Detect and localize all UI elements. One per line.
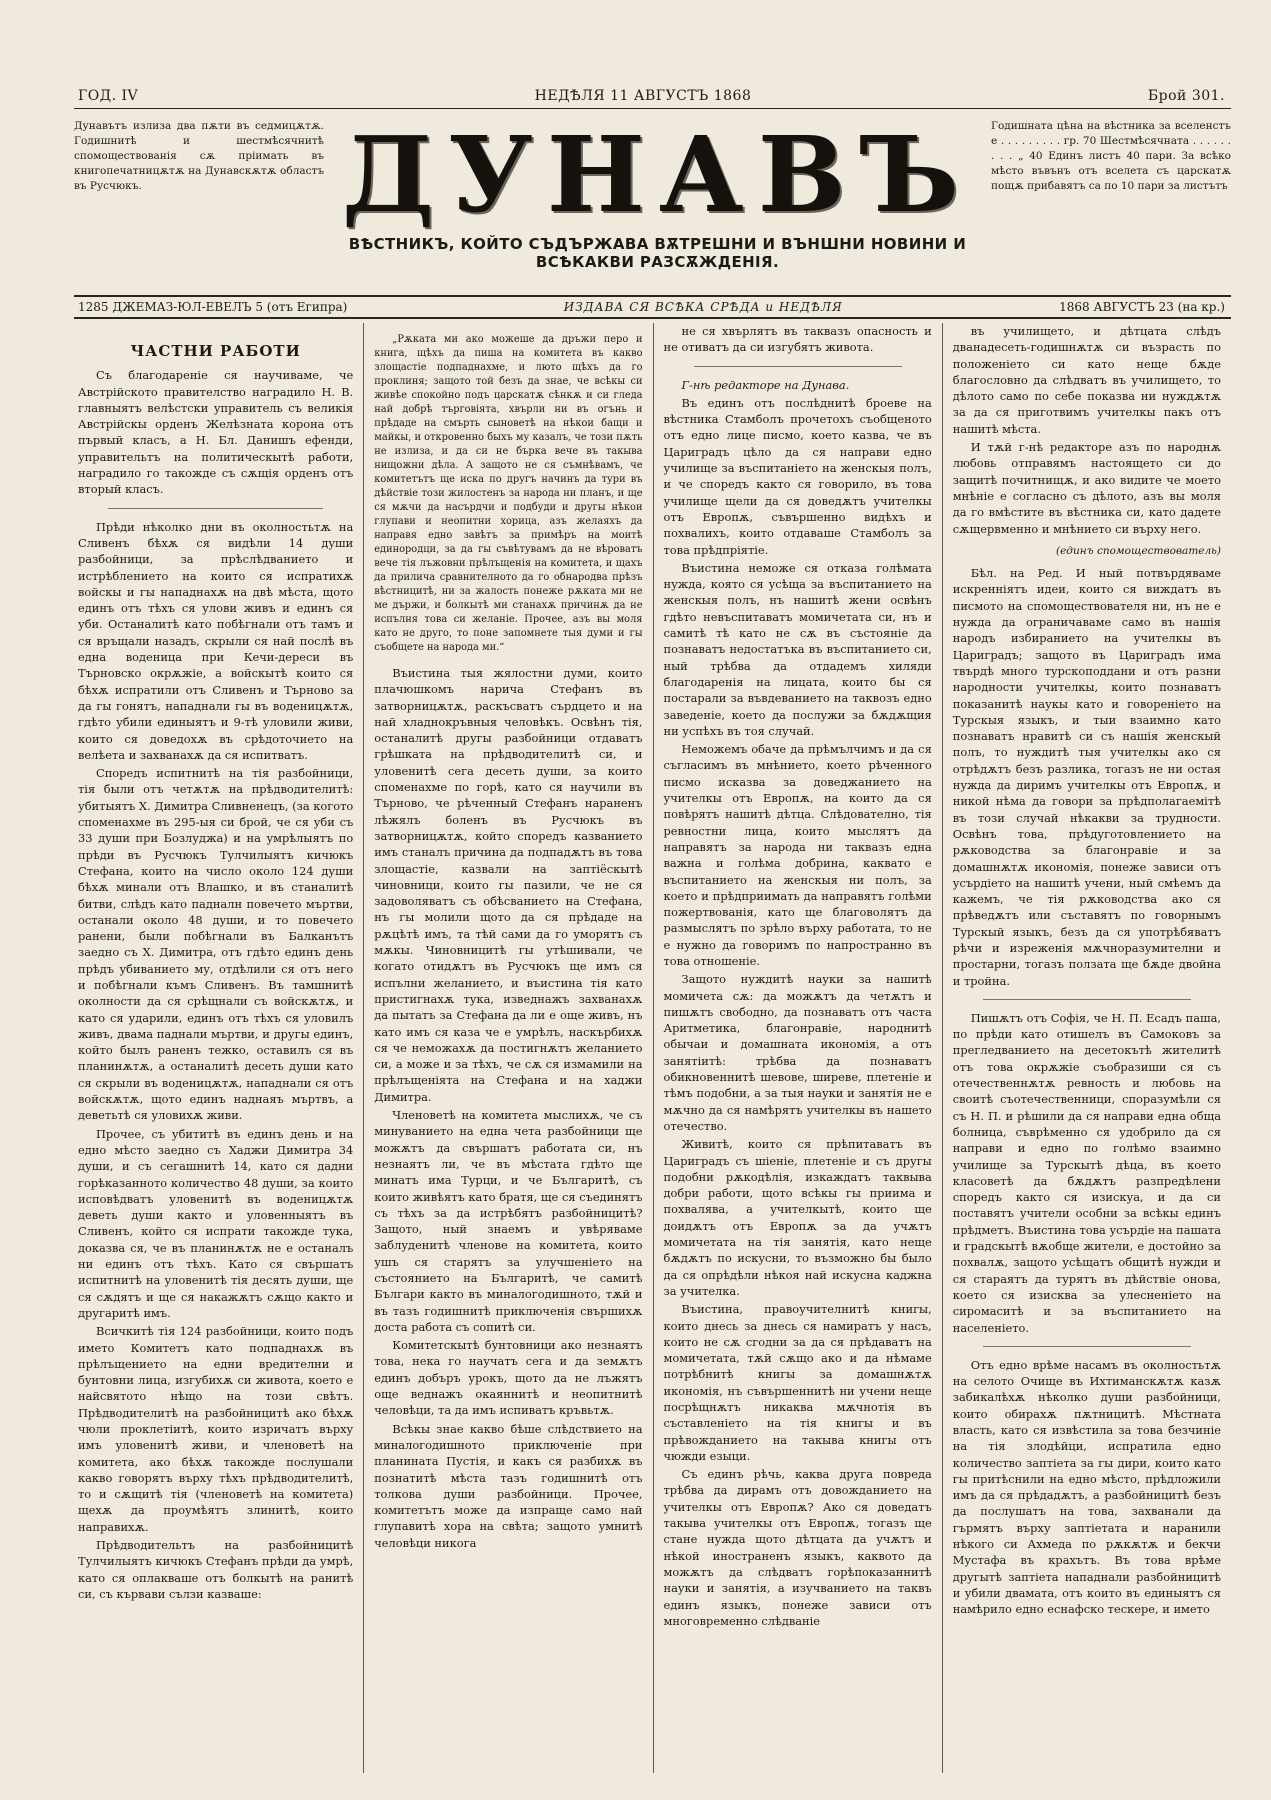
column-3 — [653, 323, 942, 1773]
dateline-gregorian: 1868 АВГУСТЪ 23 (на кр.) — [1059, 300, 1225, 314]
paragraph: Прочее, съ убититѣ въ единъ день и на едно мѣсто заедно съ Хаджи Димитра 34 души, и съ сегашнитѣ 14, като ся дадни горѣказанното количество 48 души, за които исповѣдватъ уловенитѣ въ воденицѫтѫ деветь души както и уловенныятъ въ Сливенъ, който ся испрати такожде тука, доказва ся, че въ планинѫтѫ не е останалъ ни единъ отъ тѣхъ. Като ся свършатъ испитнитѣ на уловенитѣ тія десять души, ще ся сѫдятъ и ще ся накажѫтъ сѫщо както и другаритѣ имъ. — [78, 1126, 354, 1320]
paragraph: Въистина, правоучителнитѣ книгы, които днесь за днесь ся намиратъ у насъ, които не сѫ сгодни за да ся прѣдаватъ на момичетата, тѫй сѫщо ако и да нѣмаме потрѣбнитѣ книгы за домашнѫтѫ икономія, нъ съвършеннитѣ ни учени неще посрѣщнѫтъ никаква мѫчнотія въ съставленiето на тія книгы и въ прѣвожданието на такыва книгы отъ чюжди езыци. — [663, 1302, 932, 1463]
paragraph: И тѫй г-нѣ редакторе азъ по народнѫ любовь отправямъ настоящето си до защитѣ почитнищѫ, и ако видите че моето мнѣніе е согласно съ дѣлото, азъ вы моля да го вмѣстите въ вѣстника си, като дадете сѫщервменно и мнѣнието си върху него. — [952, 440, 1221, 536]
masthead-left-note: Дунавътъ излиза два пѫти въ седмицѫтѫ. Годишнитѣ и шестмѣсячнитѣ спомоществованія сѫ прiимать въ книгопечатницѫтѫ на Дунавскѫтѫ областъ въ Русчюкъ. — [74, 120, 324, 192]
column-1 — [74, 323, 363, 1773]
paragraph: Пишѫтъ отъ Софія, че Н. П. Есадъ паша, по прѣди като отишелъ въ Самоковъ за прегледванието на десетокътѣ жителитѣ отъ това окрѫжіе съобразиши ся съ отечественнѫтѫ ревность и любовь на своитѣ съотечественници, споразумѣли ся съ Н. П. и рѣшили да ся направи една обща болница, съврѣменно ся удобрило да ся направи и едно по голѣмо взаимно училище за Турскытѣ дѣца, въ което класоветѣ да бѫдѫтъ разпредѣлени споредъ както ся изискуа, и да си поставятъ учители особни за всѣкы единъ прѣдметъ. Въистина това усърдіе на пашата и градскытѣ вѫобще жители, е достойно за похвалѫ, защото усѣщатъ общитѣ нужди и ся стараятъ да турятъ въ дѣйствіе онова, което ся изисква за улесненiето на сиромаситѣ и за въспитанието на населенiето. — [952, 1010, 1221, 1335]
paragraph: Въистина неможе ся отказа голѣмата нужда, която ся усѣща за въспитанието на женскыя полъ, нъ нашитѣ жени освѣнъ гдѣто невъспитаватъ момичетата си, нъ и самитѣ тѣ като не сѫ въ състояніе да познаватъ недостатъка въ въспитанието си, ный трѣбва да отдадемъ хиляди благодаренія на лицата, които бы ся постарали за въвдеванието на таквозъ едно заведеніе, което да послужи за бѫдѫщия ни успѣхъ въ тоя случай. — [663, 560, 932, 738]
paragraph: Неможемъ обаче да прѣмълчимъ и да ся съгласимъ въ мнѣнието, което рѣченного писмо исказва за доведжанието на учителкы отъ Европѫ, на които да ся повѣрятъ нашитѣ дѣтца. Слѣдователно, тія ревностни лица, които мыслятъ да направятъ за народа ни таквазъ една важна и голѣма добрина, каквато е въспитанието на женскыя ни полъ, за което и прѣдприимать да направятъ голѣми пожертвованія, като ще благоволятъ да размыслятъ по зрѣло върху работата, то не е нужно да говоримъ по напространно въ това отношеніе. — [663, 742, 932, 968]
paragraph: Прѣдводительтъ на разбойницитѣ Тулчилыятъ кичюкъ Стефанъ прѣди да умрѣ, като ся оплакваше отъ болкытѣ на ранитѣ си, съ кървави сълзи казваше: — [78, 1538, 354, 1601]
paragraph: Въистина тыя жялостни думи, които плачюшкомъ нарича Стефанъ въ затворницѫтѫ, раскъсватъ сърдцето и на най хладнокръвныя человѣкъ. Освѣнъ тія, останалитѣ другы разбойници отдаватъ грѣшката на прѣдводителитѣ си, и уловенитѣ сега десеть души, за които споменахме по горѣ, като ся научили въ Търново, че рѣченный Стефанъ нараненъ лѣжялъ боленъ въ Русчюкъ въ затворницѫтѫ, който споредъ казванието имъ станалъ причина да подпадѫтъ въ това злощастіе, казвали на заптіёскытѣ чиновници, които гы пазили, че не ся задоволяватъ съ обѣсванието на Стефана, нъ гы молили щото да ся прѣдаде на рѫцѣтѣ имъ, та тѣй сами да го уморятъ съ мѫкы. Чиновницитѣ гы утѣшивали, че когато отидѫтъ въ Русчюкъ ще имъ ся испълни желанието, и въистина тія като пристигнахѫ тука, изведнажъ захванахѫ да пытатъ за Стефана да ли е още живъ, нъ като имъ ся каза че е умрѣлъ, наскърбихѫ ся че неможахѫ да постигнѫтъ желанието си, а може и за тѣхъ, че сѫ ся измамили на прѣлъщенiята на Стефана и на хаджи Димитра. — [374, 666, 643, 1104]
paragraph: Всѣкы знае какво бѣше слѣдствието на миналогодишното приключеніе при планината Пустiя, и какъ ся разбихѫ въ познатитѣ мѣста тазъ годишнитѣ отъ толкова души разбойници. Прочее, комитетътъ може да изпраще само най глупавитѣ хора на свѣта; защото умнитѣ человѣци никога — [374, 1421, 643, 1550]
letter-signature: (единъ спомоществователь) — [1055, 544, 1221, 557]
dateline-frequency: ИЗДАВА СЯ ВСѢКА СРѢДА и НЕДѢЛЯ — [563, 300, 843, 314]
paragraph: Комитетскытѣ бунтовници ако незнаятъ това, нека го научатъ сега и да земѫтъ единъ добъръ урокъ, щото да не лъжятъ още веднажъ окаяннитѣ и неопитнитѣ человѣци, та да имъ испиватъ кръвьтѫ. — [374, 1338, 643, 1418]
editor-note: Бѣл. на Ред. И ный потвърдяваме искренніятъ идеи, които ся виждатъ въ писмото на спомоществователя ни, нъ не е нужда да ограничаваме само въ нашія народъ избиранието на учителкы въ Цариградъ; защото въ Цариградъ има твърдѣ много турскоподдани и отъ разни народности учителкы, които познаватъ показанитѣ наукы като и говоренiето на Турскыя языкъ, и тыи взаимно като познаватъ нравитѣ си съ нашія женскый полъ, то нуждитѣ тыя учителкы ако ся отрѣдѫтъ безъ разлика, тогазъ не ни остая нужда да диримъ учителкы отъ Европѫ, и никой нѣма да говори за прѣдполагаемітѣ въ този случай нѣкакви за трудности. Освѣнъ това, прѣдуготовлението на рѫководства за благонравіе и за домашнѫтѫ икономія, понеже зависи отъ усърдіето на нашитѣ учени, ный смѣемъ да кажемъ, че тія рѫководства ако ся прѣведѫтъ или съставятъ по говорнымъ Турскый языкъ, безъ да ся употрѣбяватъ рѣчи и изреженія мѫчноразумителни и простарни, тогазъ ползата ще бѫде двойна и тройна. — [952, 566, 1221, 988]
section-heading: ЧАСТНИ РАБОТИ — [130, 342, 301, 360]
paragraph: Живитѣ, които ся прѣпитаватъ въ Цариградъ съ шіеніе, плетеніе и съ другы подобни рѫкодѣлія, изкаждатъ таквыва добри работи, щото всѣкы гы приима и похвалява, а учителкытѣ, които ще доидѫтъ отъ Европѫ за да учѫтъ момичетата на тія занятія, като неще бѫдѫтъ по искусни, то възможно бы было да ся опрѣдѣли нѣкоя най искусна каджна за учителка. — [663, 1137, 932, 1298]
paragraph: Съ единъ рѣчь, каква друга повреда трѣбва да дирамъ отъ довожданието на учителкы отъ Европѫ? Ако ся доведатъ такыва учителкы отъ Европѫ, тогазъ ще стане нужда щото дѣтцата да учѫтъ и нѣкой иностраненъ языкъ, каквото да можѫтъ да слѣдватъ горѣпоказаннитѣ науки и занятія, а изучванието на таквъ единъ языкъ, понеже зависи отъ многовременно слѣдваніе — [663, 1467, 932, 1628]
paragraph: Въ единъ отъ послѣднитѣ броеве на вѣстника Стамболъ прочетохъ съобщеното отъ едно лице писмо, което казва, че въ Цариградъ цѣло да ся направи едно училище за въспитанiето на женскыя полъ, и че споредъ както ся говорило, въ това училище щели да ся доведѫтъ учителкы отъ Европѫ, съвършенно видѣхъ и похвалихъ, които отдаваше Стамболъ за това прѣдпрiятіе. — [663, 395, 932, 557]
masthead — [74, 113, 1231, 271]
quoted-letter: „Рѫката ми ако можеше да дръжи перо и книга, щѣхъ да пиша на комитета въ какво злощастіе подпаднахме, и лютo щѣхъ да го проклиня; защото той безъ да знае, че всѣкы си живѣе спокойно подъ царскатѫ сѣнкѫ и си гледа най добрѣ търговiята, хвърли ни въ огънь и прѣдаде на смърть сыноветѣ на нѣкои бащи и майкы, и откровенно быхъ му казалъ, че този пѫть не излиза, и да си не бърка вече въ такыва нищожни дѣла. А защото не ся съмнѣвамъ, че комитетътъ ще иска по другъ начинъ да тури въ дѣйствіе този жилостенъ за народа ни планъ, и ще ся мѫчи да насърдчи и подбуди и другы нѣкои глупави и неопитни хорица, азъ желаяхъ да направя едно завѣтъ за примѣръ на моитѣ единородци, за да гы съвѣтувамъ да не вѣроватъ вече тія лъжовни прѣлъщенія на комитета, и щахъ да прилича сравнителното да го обнародва прѣзъ вѣстницитѣ, ни за жалость понеже рѫката ми не ме държи, и болкытѣ ми станахѫ причинѫ да не испълня това си желаніе. Прочее, азъ вы моля като не друго, то поне запомнете тыя думи и гы съобщете на народа ми.“ — [374, 334, 643, 653]
dateline-hijri: 1285 ДЖЕМАЗ-ЮЛ-ЕВЕЛЪ 5 (отъ Египра) — [78, 300, 348, 314]
top-line — [74, 88, 1231, 109]
divider — [983, 999, 1191, 1000]
title-block — [334, 113, 981, 271]
paragraph: въ училището, и дѣтцата слѣдъ дванадесеть-годишнѫтѫ си възрасть по положенiето си като неще бѫде благословно да слѣдватъ въ училището, то дѣлото само по себе показва ни нуждѫтѫ за да ся приготвимъ учителкы пакъ отъ нашитѣ мѣста. — [952, 324, 1221, 436]
divider — [983, 1346, 1191, 1347]
paragraph: Всичкитѣ тія 124 разбойници, които подъ името Комитетъ като подпаднахѫ въ прѣлъщението на едни вредителни и бунтовни лица, изгубихѫ си живота, което е найсвятото нѣщо на този свѣтъ. Прѣдводителитѣ на разбойницитѣ ако бѣхѫ чюли проклетiитѣ, които изричатъ върху имъ уловенитѣ живи, и членоветѣ на комитета, ако бѣхѫ такожде послушали какво говорятъ върху тѣхъ прѣдводителитѣ, то и сѫщитѣ тія (членоветѣ на комитета) щехѫ да проумѣятъ злинитѣ, които направихѫ. — [78, 1324, 354, 1534]
dateline — [74, 295, 1231, 319]
paragraph: Защото нуждитѣ науки за нашитѣ момичета сѫ: да можѫтъ да четѫтъ и пишѫтъ свободно, да познаватъ отъ часта Аритметика, благонравіе, народнитѣ обычаи и домашната икономія, а отъ занятiитѣ: трѣбва да познаватъ обикновеннитѣ шевове, ширеве, плетеніе и тѣмъ подобни, а за тыя науки и занятія не е мѫчно да ся намѣрятъ учителкы въ нашето отечество. — [663, 972, 932, 1133]
article-columns — [74, 323, 1231, 1773]
paragraph: Споредъ испитнитѣ на тія разбойници, тія были отъ четѫтѫ на прѣдводителитѣ: убитыятъ Х. Димитра Сливненецъ, (за когото споменахме въ 295-ыя си брой, че ся уби съ 33 души при Бозлуджа) и на умрѣлыятъ по прѣди въ Русчюкъ Тулчилыятъ кичюкъ Стефана, които на число около 124 души бѣхѫ минали отъ Влашко, и въ станалитѣ битви, слѣдъ като падналн повечето мъртви, останали около 48 души, и то повечето ранени, были побѣгнали въ Балканътъ заедно съ Х. Димитра, отъ гдѣто единъ день прѣдъ убиванието му, отдѣлили ся отъ него и побѣгнали къмъ Сливенъ. Въ тамшнитѣ околности да ся срѣщнали съ войскѫтѫ, и като ся ударили, единъ отъ тѣхъ ся уловилъ живъ, двама паднали мъртви, и другы единъ, който былъ раненъ тежко, оставилъ ся въ планинѫтѫ, а останалитѣ десеть души като ся скрыли въ воденицѫтѫ, нападнали ся отъ войскѫтѫ, щото единъ наднаяъ мъртвъ, а деветьтѣ ся уловихѫ живи. — [78, 766, 354, 1123]
newspaper-subtitle: ВѢСТНИКЪ, КОЙТО СЪДЪРЖАВА ВѪТРЕШНИ И ВЪНШНИ НОВИНИ И ВСѢКАКВИ РАЗСѪЖДЕНІЯ. — [348, 235, 967, 271]
paragraph: Отъ едно врѣме насамъ въ околностьтѫ на селото Очище въ Ихтиманскѫтѫ казѫ забикалѣхѫ нѣколко души разбойници, които обирахѫ пѫтницитѣ. Мѣстната власть, като ся извѣстила за това безчиніе на тія злодѣйци, испратила едно количество заптiета за гы дири, които като гы притѣснили на едно мѣсто, прѣдложили имъ да ся прѣдадѫтъ, а разбойницитѣ безъ да послушатъ на това, захванали да гърмятъ върху заптiетата и наранили нѣкого си Ахмеда по рѫкѫтѫ и бекчи Мустафа въ крахътъ. Въ това врѣме другытѣ заптiета нападнали разбойницитѣ и убили двамата, отъ които въ единыятъ ся намѣрило едно еснафско тескере, и името — [952, 1357, 1221, 1617]
column-4 — [942, 323, 1231, 1773]
issue-number: Брой 301. — [1147, 88, 1225, 104]
letter-address: Г-нѣ редакторе на Дунава. — [681, 377, 850, 392]
paragraph: не ся хвърлятъ въ таквазъ опасность и не отиватъ да си изгубятъ живота. — [663, 324, 932, 355]
paragraph: Прѣди нѣколко дни въ околностьтѫ на Сливенъ бѣхѫ ся видѣли 14 души разбойници, за прѣслѣдванието и истрѣблението на които ся испратихѫ войскы и гы нападнахѫ на двѣ мѣста, щото единъ отъ тѣхъ ся улови живъ и единъ ся уби. Останалитѣ като побѣгнали отъ тамъ и ся връщали назадъ, скрыли ся най послѣ въ една воденица при Кечи-дереси въ Търновско окрѫжіе, а войскытѣ които ся бѣхѫ испратили отъ Сливенъ и Търново за да гы гонятъ, нападнали гы въ воденицѫтѫ, гдѣто убили единыятъ и 9-тѣ уловили живи, които ся доведохѫ въ срѣдоточието на велѣета и захванахѫ да ся испитватъ. — [78, 519, 354, 762]
issue-date: НЕДѢЛЯ 11 АВГУСТЪ 1868 — [534, 88, 752, 104]
paragraph: Съ благодареніе ся научиваме, че Австрiйското правителство наградило Н. В. главныятъ велѣстски управитель съ великія Австрiйскы орденъ Желѣзната корона отъ първый класъ, а Н. Бл. Данишъ ефенди, управительтъ на политическытѣ работи, наградило го такожде съ сѫщія орденъ отъ вторый класъ. — [78, 368, 354, 497]
volume-year: ГОД. IV — [78, 88, 139, 104]
divider — [694, 366, 902, 367]
masthead-right-note: Годишната цѣна на вѣстника за вселенстъ е . . . . . . . . . гр. 70 Шестмѣсячната . . . . . . . . . „ 40 Единъ листъ 40 пари. За всѣко мѣсто въвънъ отъ вселета съ царскатѫ пощѫ прибавятъ са по 10 пари за листътъ — [991, 120, 1231, 192]
newspaper-title: ДУНАВЪ — [341, 113, 974, 236]
column-2 — [363, 323, 652, 1773]
paragraph: Членоветѣ на комитета мыслихѫ, че съ минуванието на една чета разбойници ще можѫтъ да свършатъ работата си, нъ незнаятъ ли, че въ мѣстата гдѣто ще минатъ има Турци, и че Българитѣ, съ които живѣятъ като братя, ще ся съединятъ съ тѣхъ за да истрѣбятъ разбойницитѣ? Защото, ный знаемъ и увѣряваме заблуденитѣ членове на комитета, които ушъ ся старятъ за улучшенiето на състоянието на Българитѣ, че самитѣ Българи както въ миналогодишното, тѫй и въ тазъ годишнитѣ приключенія свършихѫ доста работа съ сопитѣ си. — [374, 1108, 643, 1334]
divider — [108, 508, 323, 509]
